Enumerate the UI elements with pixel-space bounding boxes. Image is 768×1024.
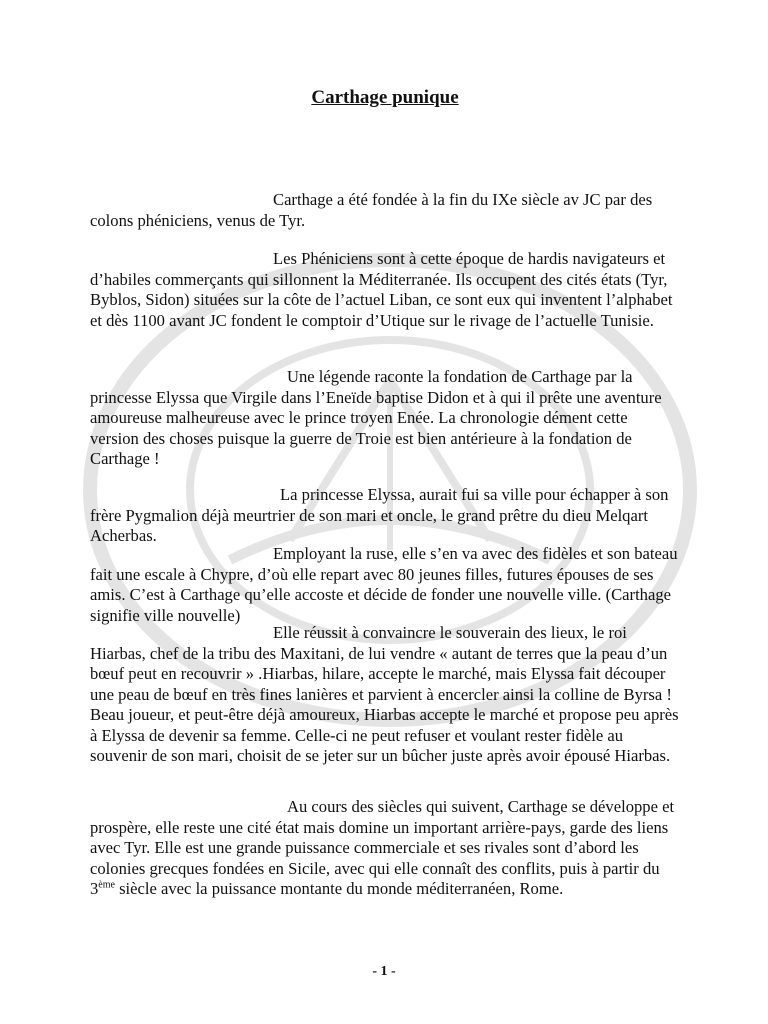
- paragraph-5: Employant la ruse, elle s’en va avec des fidèles et son bateau fait une escale à Chypre, d’où elle repart avec 80 jeunes filles, futures épouses de ses amis. C’est à Carthage qu’elle accoste et décide de fonder une nouvelle ville. (Carthage signifie ville nouvelle): [90, 544, 678, 625]
- paragraph-6: Elle réussit à convaincre le souverain des lieux, le roi Hiarbas, chef de la tribu des Maxitani, de lui vendre « autant de terres que la peau d’un bœuf peut en recouvrir » .Hiarbas, hilare, accepte le marché, mais Elyssa fait découper une peau de bœuf en très fines lanières et parvient à encercler ainsi la colline de Byrsa ! Beau joueur, et peut-être déjà amoureux, Hiarbas accepte le marché et propose peu après à Elyssa de devenir sa femme. Celle-ci ne peut refuser et voulant rester fidèle au souvenir de son mari, choisit de se jeter sur un bûcher juste après avoir épousé Hiarbas.: [90, 623, 679, 765]
- paragraph-7: Au cours des siècles qui suivent, Carthage se développe et prospère, elle reste une cité état mais domine un important arrière-pays, garde des liens avec Tyr. Elle est une grande puissance commerciale et ses rivales sont d’abord les colonies grecques fondées en Sicile, avec qui elle connaît des conflits, puis à partir du 3ème siècle avec la puissance montante du monde méditerranéen, Rome.: [90, 797, 675, 898]
- page-number: - 1 -: [372, 964, 396, 979]
- paragraph-1: Carthage a été fondée à la fin du IXe siècle av JC par des colons phéniciens, venus de Tyr.: [90, 190, 653, 230]
- paragraph-3: Une légende raconte la fondation de Carthage par la princesse Elyssa que Virgile dans l’Eneïde baptise Didon et à qui il prête une aventure amoureuse malheureuse avec le prince troyen Enée. La chronologie dément cette version des choses puisque la guerre de Troie est bien antérieure à la fondation de Carthage !: [90, 367, 662, 468]
- document-title: Carthage punique: [311, 87, 459, 108]
- paragraph-4: La princesse Elyssa, aurait fui sa ville pour échapper à son frère Pygmalion déjà meurtrier de son mari et oncle, le grand prêtre du dieu Melqart Acherbas.: [90, 485, 669, 545]
- paragraph-2: Les Phéniciens sont à cette époque de hardis navigateurs et d’habiles commerçants qui sillonnent la Méditerranée. Ils occupent des cités états (Tyr, Byblos, Sidon) situées sur la côte de l’actuel Liban, ce sont eux qui inventent l’alphabet et dès 1100 avant JC fondent le comptoir d’Utique sur le rivage de l’actuelle Tunisie.: [90, 249, 673, 330]
- superscript-eme: ème: [98, 879, 115, 891]
